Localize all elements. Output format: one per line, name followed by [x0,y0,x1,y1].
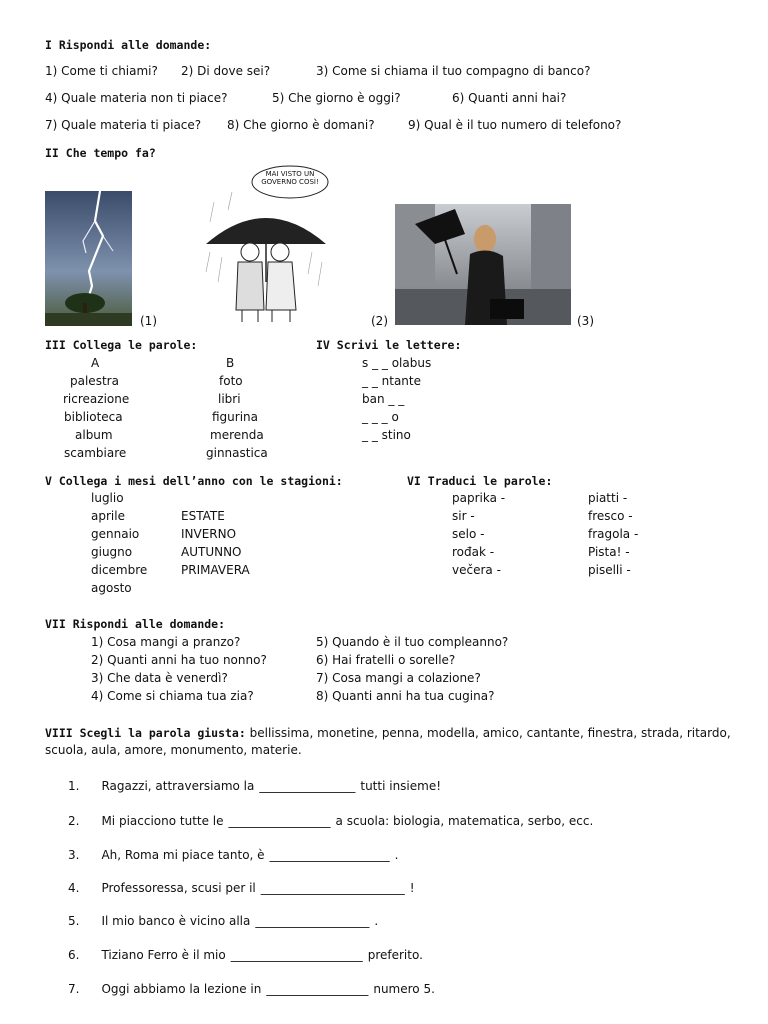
word-b-3: figurina [212,410,259,424]
word-bank-line-2: scuola, aula, amore, monumento, materie. [45,743,302,757]
question-vii-5: 5) Quando è il tuo compleanno? [316,635,509,649]
question-6: 6) Quanti anni hai? [452,91,567,105]
word-bank-line-1: bellissima, monetine, penna, modella, amico, cantante, finestra, strada, ritardo, [249,726,731,740]
section-6-heading: VI Traduci le parole: [407,474,553,488]
month-1: luglio [91,491,124,505]
sentence-text-after: . [374,914,379,928]
sentence-row [68,948,423,962]
translate-word-9: Pista! - [588,545,630,559]
answer-blank[interactable]: ________________ [259,779,356,793]
word-b-2: libri [218,392,241,406]
section-1-heading: I Rispondi alle domande: [45,38,212,52]
translate-word-5: večera - [452,563,501,577]
question-vii-6: 6) Hai fratelli o sorelle? [316,653,456,667]
question-vii-7: 7) Cosa mangi a colazione? [316,671,481,685]
question-7: 7) Quale materia ti piace? [45,118,202,132]
word-a-4: album [75,428,113,442]
picture-label-2: (2) [371,314,388,328]
letters-item-4: _ _ _ o [362,410,399,424]
month-2: aprile [91,509,125,523]
word-b-5: ginnastica [206,446,268,460]
lightning-photo [45,191,132,326]
sentence-text-before: Oggi abbiamo la lezione in [101,982,262,996]
answer-blank[interactable]: _________________ [228,814,331,828]
word-b-4: merenda [210,428,264,442]
umbrella-cartoon [202,162,330,328]
sentence-row [68,881,415,895]
month-3: gennaio [91,527,140,541]
cartoon-speech-text: MAI VISTO UN GOVERNO COSÌ! [261,170,319,186]
letters-item-5: _ _ stino [362,428,411,442]
sentence-number: 2. [68,814,80,828]
translate-word-7: fresco - [588,509,633,523]
translate-word-1: paprika - [452,491,506,505]
question-9: 9) Qual è il tuo numero di telefono? [408,118,622,132]
sentence-number: 1. [68,779,80,793]
sentence-row [68,848,398,862]
word-a-5: scambiare [64,446,127,460]
sentence-text-before: Professoressa, scusi per il [101,881,256,895]
question-vii-2: 2) Quanti anni ha tuo nonno? [91,653,267,667]
sentence-text-after: ! [409,881,415,895]
picture-label-3: (3) [577,314,594,328]
sentence-text-after: preferito. [367,948,423,962]
letters-item-1: s _ _ olabus [362,356,432,370]
answer-blank[interactable]: ______________________ [230,948,363,962]
section-4-heading: IV Scrivi le lettere: [316,338,462,352]
answer-blank[interactable]: ____________________ [269,848,390,862]
letters-item-3: ban _ _ [362,392,405,406]
translate-word-4: rođak - [452,545,495,559]
section-8-heading: VIII Scegli la parola giusta: [45,726,246,740]
section-7-heading: VII Rispondi alle domande: [45,617,226,631]
season-1: ESTATE [181,509,225,523]
sentence-text-before: Tiziano Ferro è il mio [101,948,226,962]
section-3-heading: III Collega le parole: [45,338,198,352]
sentence-text-before: Ragazzi, attraversiamo la [101,779,255,793]
month-6: agosto [91,581,132,595]
translate-word-6: piatti - [588,491,628,505]
sentence-text-after: a scuola: biologia, matematica, serbo, ecc. [335,814,594,828]
sentence-text-after: . [394,848,399,862]
translate-word-2: sir - [452,509,475,523]
translate-word-3: selo - [452,527,485,541]
word-a-1: palestra [70,374,119,388]
letters-item-2: _ _ ntante [362,374,421,388]
sentence-row [68,914,378,928]
word-a-3: biblioteca [64,410,123,424]
sentence-text-after: tutti insieme! [360,779,442,793]
sentence-number: 7. [68,982,80,996]
answer-blank[interactable]: ________________________ [260,881,405,895]
sentence-row [68,982,435,996]
sentence-row [68,779,441,793]
section-2-heading: II Che tempo fa? [45,146,156,160]
season-4: PRIMAVERA [181,563,250,577]
sentence-text-before: Il mio banco è vicino alla [101,914,251,928]
column-a-header: A [91,356,100,370]
question-2: 2) Di dove sei? [181,64,271,78]
question-vii-1: 1) Cosa mangi a pranzo? [91,635,241,649]
question-vii-8: 8) Quanti anni ha tua cugina? [316,689,495,703]
sentence-number: 5. [68,914,80,928]
answer-blank[interactable]: _________________ [266,982,369,996]
question-3: 3) Come si chiama il tuo compagno di banco? [316,64,591,78]
section-8-intro [45,726,731,740]
season-3: AUTUNNO [181,545,242,559]
sentence-number: 4. [68,881,80,895]
word-a-2: ricreazione [63,392,130,406]
sentence-number: 3. [68,848,80,862]
column-b-header: B [226,356,235,370]
picture-label-1: (1) [140,314,157,328]
windy-street-photo [395,204,571,325]
sentence-number: 6. [68,948,80,962]
translate-word-10: piselli - [588,563,631,577]
sentence-text-before: Mi piacciono tutte le [101,814,224,828]
section-5-heading: V Collega i mesi dell’anno con le stagioni: [45,474,343,488]
season-2: INVERNO [181,527,237,541]
question-vii-4: 4) Come si chiama tua zia? [91,689,254,703]
answer-blank[interactable]: ___________________ [255,914,370,928]
translate-word-8: fragola - [588,527,639,541]
sentence-row [68,814,593,828]
month-4: giugno [91,545,133,559]
month-5: dicembre [91,563,148,577]
question-1: 1) Come ti chiami? [45,64,158,78]
question-4: 4) Quale materia non ti piace? [45,91,228,105]
sentence-text-after: numero 5. [373,982,435,996]
question-5: 5) Che giorno è oggi? [272,91,401,105]
word-b-1: foto [219,374,243,388]
sentence-text-before: Ah, Roma mi piace tanto, è [101,848,265,862]
question-vii-3: 3) Che data è venerdì? [91,671,228,685]
question-8: 8) Che giorno è domani? [227,118,375,132]
